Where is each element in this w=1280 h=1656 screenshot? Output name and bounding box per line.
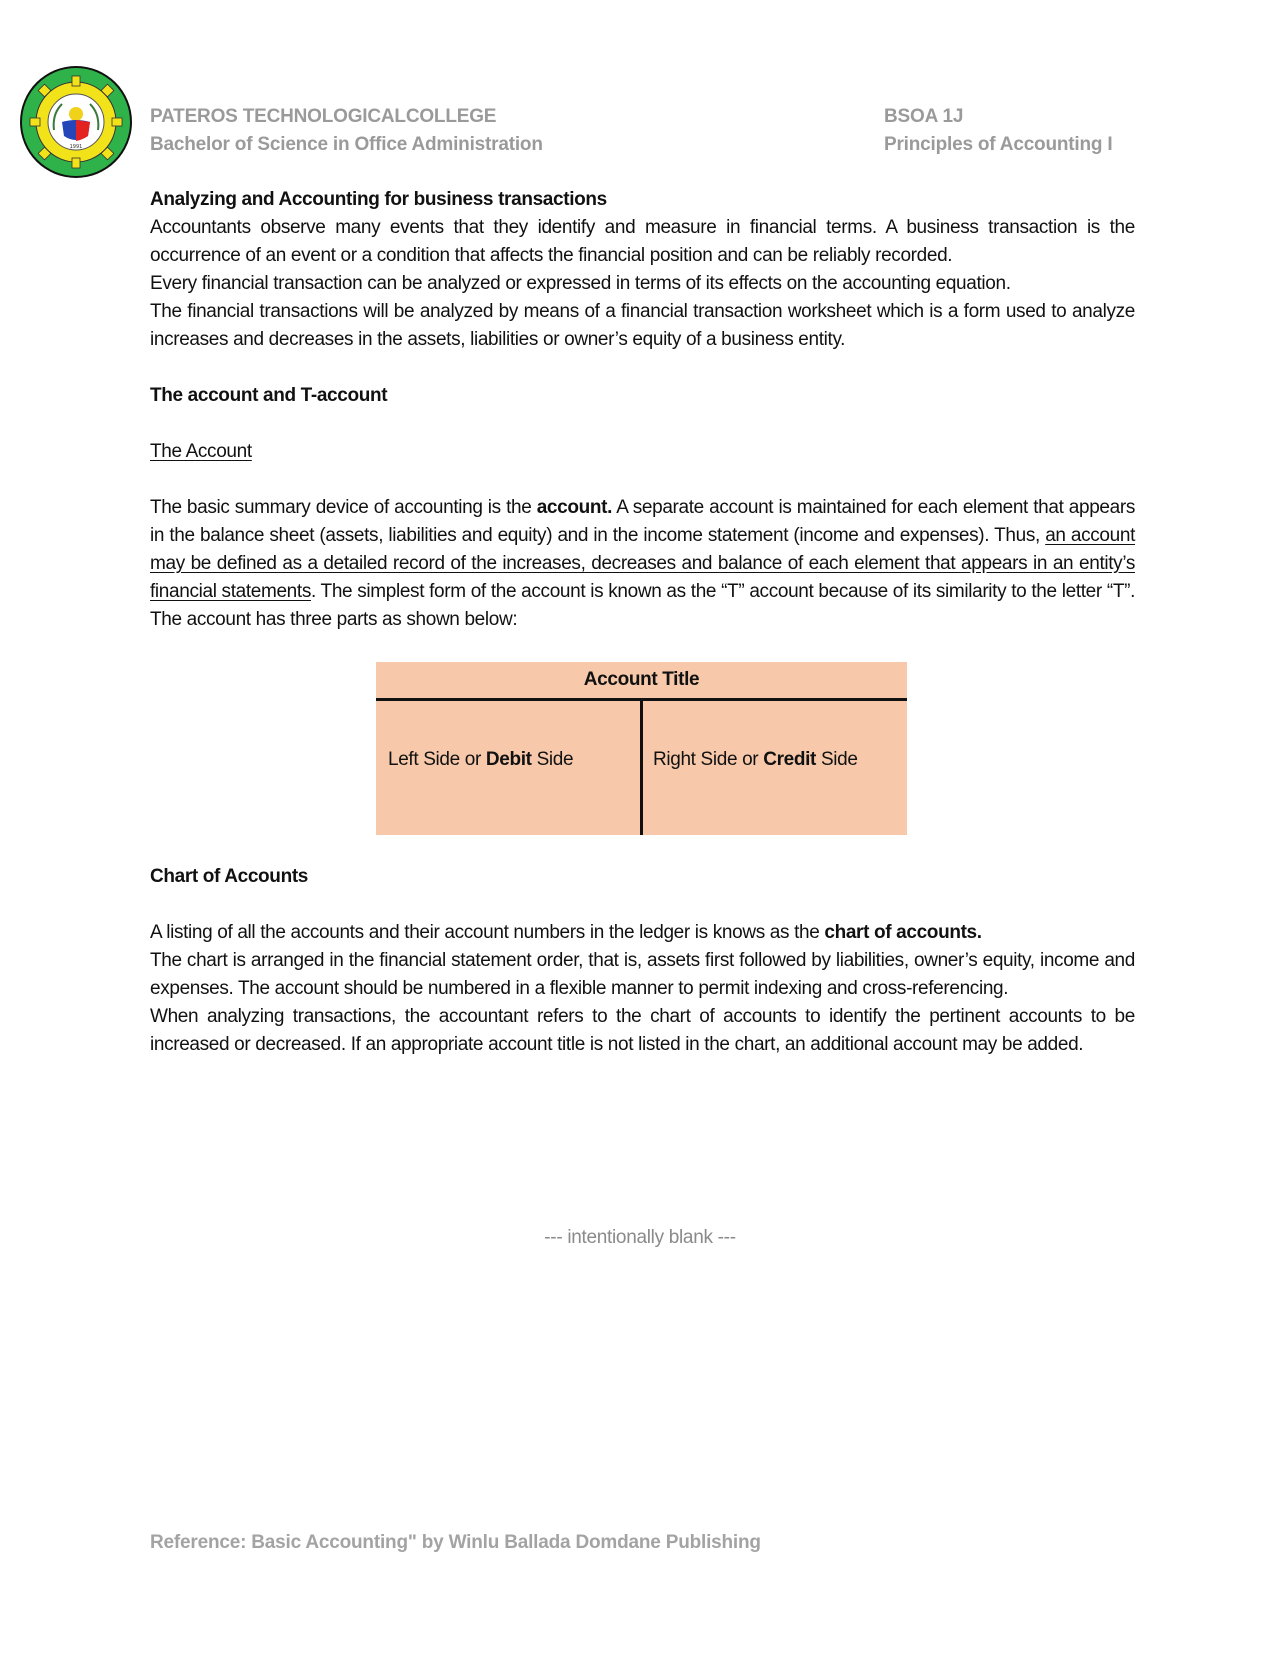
paragraph-business-transaction: Accountants observe many events that they identify and measure in financial terms. A business transaction is the occurrence of an event or a condition that affects the financial position and can be reliably recorded. xyxy=(150,217,1135,266)
section-heading-chart-of-accounts: Chart of Accounts xyxy=(150,866,309,887)
program-name: Bachelor of Science in Office Administration xyxy=(150,134,543,155)
paragraph-chart-order: The chart is arranged in the financial statement order, that is, assets first followed by liabilities, owner’s equity, income and expenses. The account should be numbered in a flexible manner to permit indexing and cross-referencing. xyxy=(150,950,1135,999)
header-left xyxy=(150,103,543,159)
section-code: BSOA 1J xyxy=(884,106,964,127)
svg-text:1991: 1991 xyxy=(69,144,83,150)
term-account: account. xyxy=(536,497,613,518)
t-account-diagram xyxy=(376,662,907,835)
intentionally-blank-note: --- intentionally blank --- xyxy=(544,1227,736,1248)
course-name: Principles of Accounting I xyxy=(884,134,1113,155)
section-heading-t-account: The account and T-account xyxy=(150,385,388,406)
institution-name: PATEROS TECHNOLOGICALCOLLEGE xyxy=(150,106,497,127)
t-account-title: Account Title xyxy=(376,662,907,701)
college-seal-logo-icon xyxy=(18,64,134,180)
reference-footer: Reference: Basic Accounting" by Winlu Ballada Domdane Publishing xyxy=(150,1532,761,1553)
paragraph-accounting-equation: Every financial transaction can be analyzed or expressed in terms of its effects on the accounting equation. xyxy=(150,273,1011,294)
document-body xyxy=(150,186,1135,1059)
t-account-debit-side: Left Side or Debit Side xyxy=(388,749,574,770)
t-account-credit-side: Right Side or Credit Side xyxy=(653,749,858,770)
t-account-divider xyxy=(640,701,643,835)
account-definition-underlined: an account may be defined as a detailed record of the increases, decreases and balance of each element that appears in an entity’s financial statements xyxy=(150,525,1136,602)
paragraph-chart-definition: A listing of all the accounts and their account numbers in the ledger is knows as the chart of accounts. xyxy=(150,922,982,943)
header-right xyxy=(884,103,1112,159)
section-heading-analyzing: Analyzing and Accounting for business transactions xyxy=(150,189,607,210)
term-chart-of-accounts: chart of accounts. xyxy=(824,922,982,943)
paragraph-account-definition: The basic summary device of accounting is the account. A separate account is maintained for each element that appears in the balance sheet (assets, liabilities and equity) and in the income statement (income and expenses). Thus, an account may be defined as a detailed record of the increases, decreases and balance of each element that appears in an entity’s financial statements. The simplest form of the account is known as the “T” account because of its similarity to the letter “T”. The account has three parts as shown below: xyxy=(150,497,1136,630)
subheading-the-account: The Account xyxy=(150,441,252,462)
paragraph-transaction-worksheet: The financial transactions will be analyzed by means of a financial transaction worksheet which is a form used to analyze increases and decreases in the assets, liabilities or owner’s equity of a business entity. xyxy=(150,301,1135,350)
paragraph-analyzing-transactions: When analyzing transactions, the accountant refers to the chart of accounts to identify the pertinent accounts to be increased or decreased. If an appropriate account title is not listed in the chart, an additional account may be added. xyxy=(150,1006,1135,1055)
